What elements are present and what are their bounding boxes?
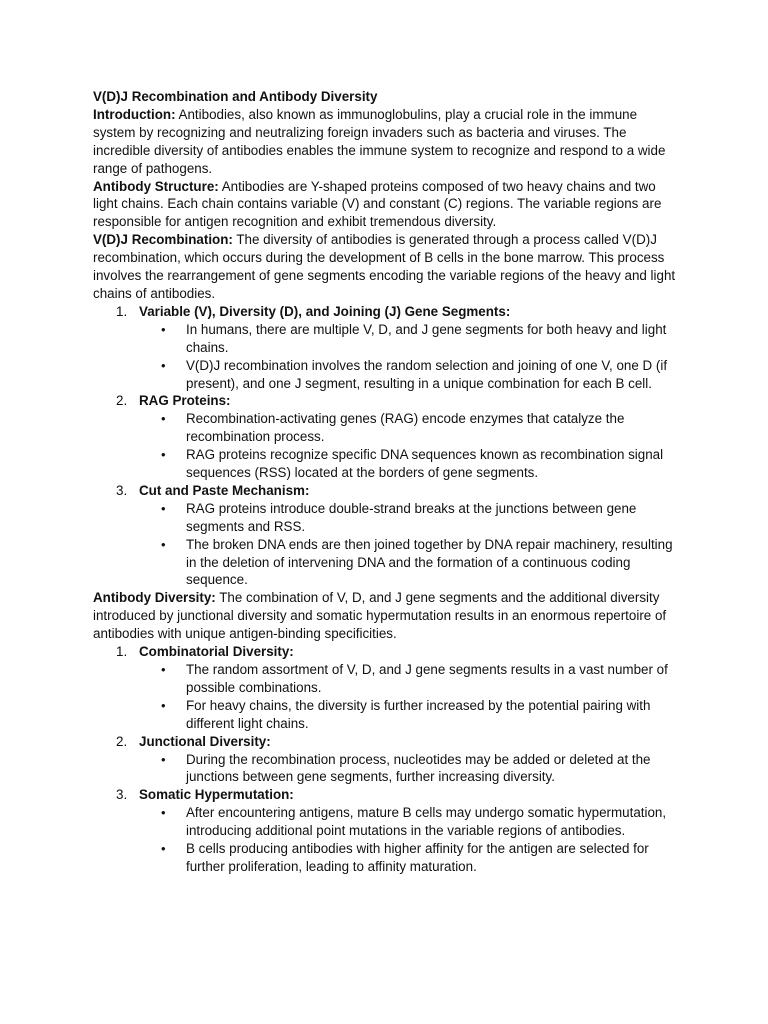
recombination-paragraph <box>93 231 681 303</box>
recombination-text: The diversity of antibodies is generated through a process called V(D)J recombination, which occurs during the development of B cells in the bone marrow. This process involves the rearrangement of gene segments encoding the variable regions of the heavy and light chains of antibodies. <box>93 232 676 301</box>
bullet-text: RAG proteins introduce double-strand breaks at the junctions between gene segments and RSS. <box>186 500 637 534</box>
list-number: 1. <box>116 644 128 660</box>
recombination-label: V(D)J Recombination: <box>93 232 233 248</box>
bullet-text: For heavy chains, the diversity is further increased by the potential pairing with different light chains. <box>186 697 651 731</box>
bullet-item <box>139 321 681 357</box>
diversity-paragraph <box>93 589 681 643</box>
document-title: V(D)J Recombination and Antibody Diversity <box>93 89 378 104</box>
diversity-steps-list <box>93 643 681 876</box>
bullet-icon: • <box>161 751 166 767</box>
bullet-text: During the recombination process, nucleotides may be added or deleted at the junctions between gene segments, further increasing diversity. <box>186 751 651 785</box>
bullet-list <box>139 751 681 787</box>
bullet-list <box>139 500 681 590</box>
bullet-icon: • <box>161 447 166 463</box>
intro-text: Antibodies, also known as immunoglobulins, play a crucial role in the immune system by recognizing and neutralizing foreign invaders such as bacteria and viruses. The incredible diversity of antibodies enables the immune system to recognize and respond to a wide range of pathogens. <box>93 106 666 176</box>
bullet-item <box>139 357 681 393</box>
list-item <box>93 643 681 733</box>
bullet-item <box>139 697 681 733</box>
bullet-list <box>139 661 681 733</box>
bullet-list <box>139 804 681 876</box>
list-heading: Combinatorial Diversity: <box>139 644 294 660</box>
bullet-item <box>139 751 681 787</box>
bullet-icon: • <box>161 321 166 337</box>
bullet-text: The random assortment of V, D, and J gene segments results in a vast number of possible combinations. <box>186 662 668 695</box>
bullet-text: After encountering antigens, mature B cells may undergo somatic hypermutation, introducing additional point mutations in the variable regions of antibodies. <box>186 805 667 839</box>
diversity-text: The combination of V, D, and J gene segments and the additional diversity introduced by junctional diversity and somatic hypermutation results in an enormous repertoire of antibodies with unique antigen-binding specificities. <box>93 590 667 642</box>
bullet-item <box>139 446 681 482</box>
recombination-steps-list <box>93 303 681 590</box>
intro-label: Introduction: <box>93 106 176 122</box>
bullet-item <box>139 536 681 590</box>
list-item <box>93 482 681 589</box>
bullet-list <box>139 410 681 482</box>
bullet-text: The broken DNA ends are then joined together by DNA repair machinery, resulting in the deletion of intervening DNA and the formation of a continuous coding sequence. <box>186 536 673 588</box>
list-item <box>93 786 681 876</box>
list-number: 3. <box>116 787 128 803</box>
bullet-item <box>139 410 681 446</box>
list-item <box>93 303 681 393</box>
list-number: 2. <box>116 393 128 409</box>
structure-label: Antibody Structure: <box>93 178 219 194</box>
list-number: 1. <box>116 303 128 319</box>
list-heading: Somatic Hypermutation: <box>139 787 294 803</box>
bullet-text: Recombination-activating genes (RAG) encode enzymes that catalyze the recombination process. <box>186 411 625 445</box>
list-heading: Cut and Paste Mechanism: <box>139 482 310 498</box>
bullet-icon: • <box>161 805 166 821</box>
bullet-item <box>139 500 681 536</box>
structure-paragraph <box>93 178 681 232</box>
list-heading: Variable (V), Diversity (D), and Joining (J) Gene Segments: <box>139 303 511 319</box>
list-number: 2. <box>116 733 128 749</box>
bullet-item <box>139 840 681 876</box>
structure-text: Antibodies are Y-shaped proteins composed of two heavy chains and two light chains. Each chain contains variable (V) and constant (C) regions. The variable regions are responsible for antigen recognition and exhibit tremendous diversity. <box>93 178 662 230</box>
list-item <box>93 392 681 482</box>
bullet-icon: • <box>161 500 166 516</box>
list-item <box>93 733 681 787</box>
bullet-text: V(D)J recombination involves the random selection and joining of one V, one D (if present), and one J segment, resulting in a unique combination for each B cell. <box>186 357 668 391</box>
bullet-icon: • <box>161 357 166 373</box>
bullet-text: RAG proteins recognize specific DNA sequences known as recombination signal sequences (RSS) located at the borders of gene segments. <box>186 447 664 481</box>
intro-paragraph <box>93 106 681 178</box>
bullet-list <box>139 321 681 393</box>
document-page <box>93 88 681 876</box>
bullet-icon: • <box>161 536 166 552</box>
list-number: 3. <box>116 482 128 498</box>
bullet-icon: • <box>161 662 166 677</box>
list-heading: Junctional Diversity: <box>139 733 271 749</box>
bullet-item <box>139 661 681 697</box>
bullet-text: B cells producing antibodies with higher affinity for the antigen are selected for further proliferation, leading to affinity maturation. <box>186 841 649 874</box>
bullet-icon: • <box>161 411 166 427</box>
bullet-text: In humans, there are multiple V, D, and J gene segments for both heavy and light chains. <box>186 321 667 355</box>
bullet-icon: • <box>161 697 166 713</box>
bullet-item <box>139 804 681 840</box>
list-heading: RAG Proteins: <box>139 393 231 409</box>
diversity-label: Antibody Diversity: <box>93 590 216 606</box>
bullet-icon: • <box>161 841 166 857</box>
